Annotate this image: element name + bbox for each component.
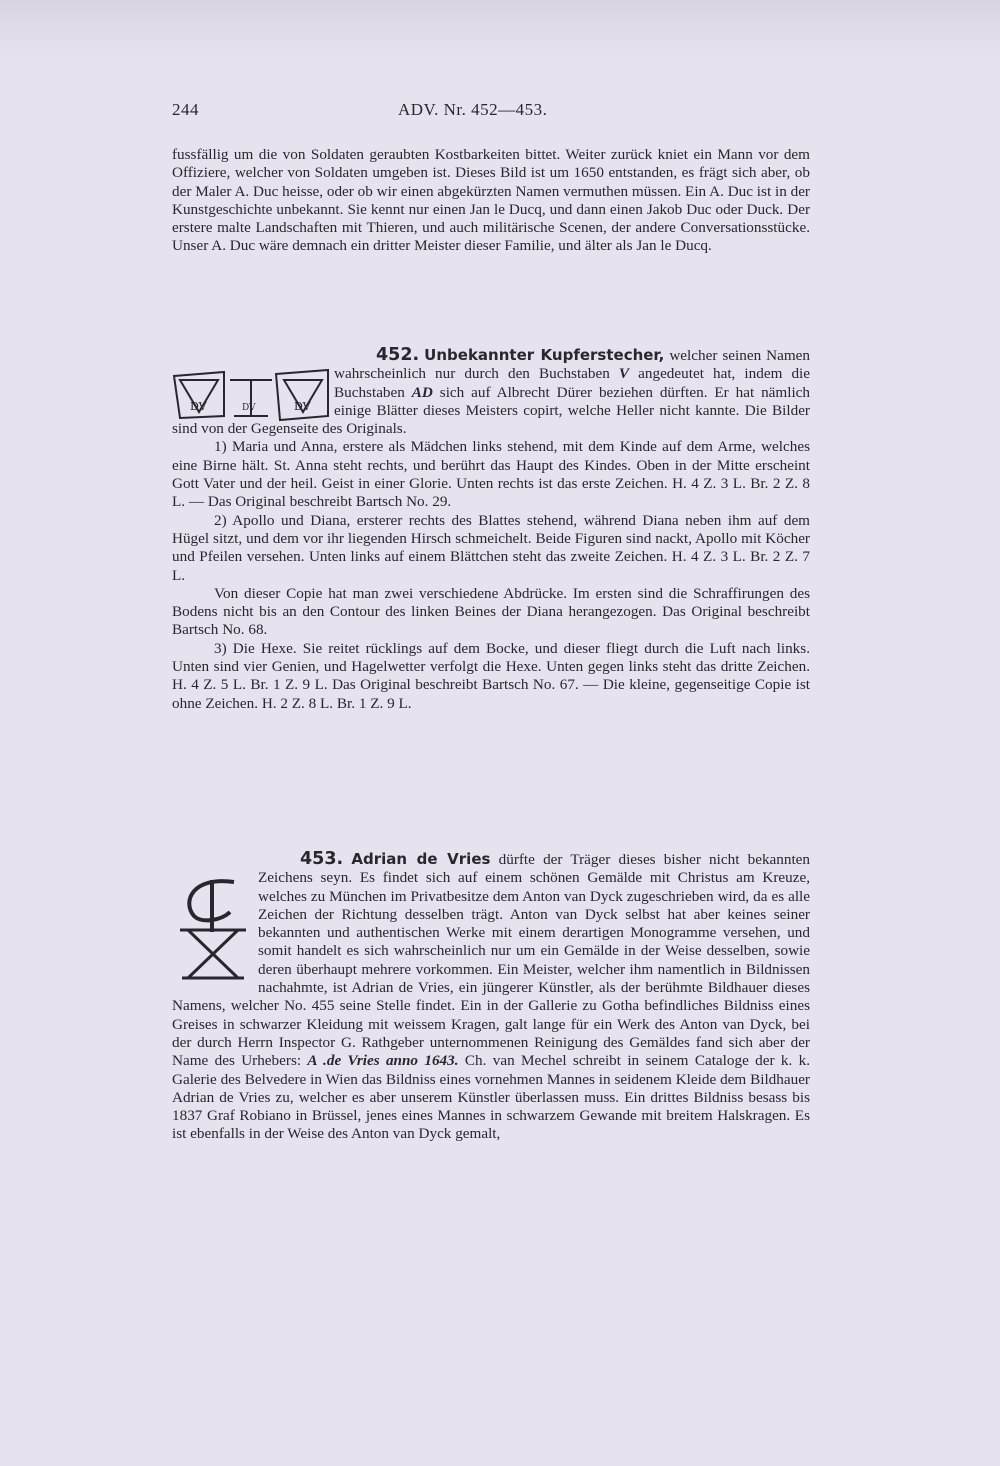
entry-452-mark-v: V <box>618 365 630 383</box>
entry-452-text-c: sich auf Albrecht Dürer beziehen dürften. Er hat nämlich einige Blätter dieses Meisters copirt, welche Heller nicht kannte. Die Bilder sind von der Gegenseite des Originals. <box>172 383 811 438</box>
intro-paragraph: fussfällig um die von Soldaten geraubten Kostbarkeiten bittet. Weiter zurück kniet ein Mann vor dem Offiziere, welcher von Soldaten umgeben ist. Dieses Bild ist um 1650 entstanden, es frägt sich aber, ob der Maler A. Duc heisse, oder ob wir einen abgekürzten Namen vermuthen müssen. Ein A. Duc ist in der Kunstgeschichte unbekannt. Sie kennt nur einen Jan le Ducq, und dann einen Jakob Duc oder Duck. Der erstere malte Landschaften mit Thieren, und auch militärische Scenen, der andere Conversationsstücke. Unser A. Duc wäre demnach ein dritter Meister dieser Familie, und älter als Jan le Ducq. <box>172 146 810 255</box>
entry-452-item-3: 3) Die Hexe. Sie reitet rücklings auf dem Bocke, und dieser fliegt durch die Luft nach links. Unten sind vier Genien, und Hagelwetter verfolgt die Hexe. Unten gegen links steht das dritte Zeichen. H. 4 Z. 5 L. Br. 1 Z. 9 L. Das Original beschreibt Bartsch No. 67. — Die kleine, gegenseitige Copie ist ohne Zeichen. H. 2 Z. 8 L. Br. 1 Z. 9 L. <box>172 639 810 712</box>
entry-453-paragraph <box>172 850 810 1144</box>
entry-453-text-b: Ch. van Mechel schreibt in seinem Cataloge der k. k. Galerie des Belvedere in Wien das Bildniss eines vornehmen Mannes in seidenem Kleide dem Bildhauer Adrian de Vries zu, welcher es aber unserem Künstler überlassen muss. Ein drittes Bildniss besass bis 1837 Graf Robiano in Brüssel, jenes eines Mannes in schwarzem Gewande mit breitem Halskragen. Es ist ebenfalls in der Weise des Anton van Dyck gemalt, <box>172 1052 811 1143</box>
entry-452-name: Unbekannter Kupferstecher, <box>424 346 665 364</box>
page-number: 244 <box>172 100 199 119</box>
monogram-label-1: DV <box>190 400 207 413</box>
entry-453-text-a: dürfte der Träger dieses bisher nicht bekannten Zeichens seyn. Es findet sich auf einem schönen Gemälde mit Christus am Kreuze, welches zu München im Privatbesitze dem Anton van Dyck zugeschrieben wird, da es alle Zeichen der Richtung desselben trägt. Anton van Dyck selbst hat aber keines seiner bekannten und authentischen Werke mit einem derartigen Monogramme versehen, und somit handelt es sich wahrscheinlich nur um ein Gemälde in der Weise desselben, sowie deren überhaupt mehrere vorkommen. Ein Meister, welcher ihm namentlich in Bildnissen nachahmte, ist Adrian de Vries, ein jüngerer Künstler, als der berühmte Bildhauer dieses Namens, welcher No. 455 seine Stelle findet. Ein in der Gallerie zu Gotha befindliches Bildniss eines Greises in schwarzer Kleidung mit weissem Kragen, galt lange für ein Werk des Anton van Dyck, bei der durch Herrn Inspector G. Rathgeber unternommenen Reinigung des Gemäldes fand sich aber der Name des Urhebers: <box>172 851 811 1070</box>
entry-453-number: 453. <box>300 849 344 869</box>
monogram-453-spacer <box>172 872 258 980</box>
entry-452-item-1: 1) Maria und Anna, erstere als Mädchen links stehend, mit dem Kinde auf dem Arme, welches eine Birne hält. St. Anna steht rechts, und berührt das Haupt des Kindes. Oben in der Mitte erscheint Gott Vater und der heil. Geist in einer Glorie. Unten rechts ist das erste Zeichen. H. 4 Z. 3 L. Br. 2 Z. 8 L. — Das Original beschreibt Bartsch No. 29. <box>172 438 810 511</box>
page-header <box>172 100 810 126</box>
entry-452-block <box>172 346 810 713</box>
monogram-label-2: DV <box>242 403 256 413</box>
entry-452-item-2-note: Von dieser Copie hat man zwei verschiedene Abdrücke. Im ersten sind die Schraffirungen des Bodens nicht bis an den Contour des linken Beines der Diana herangezogen. Das Original beschreibt Bartsch No. 68. <box>172 584 810 639</box>
entry-452-number: 452. <box>376 345 420 365</box>
entry-452-first-line <box>172 346 810 438</box>
intro-text-block <box>172 146 810 256</box>
entry-452-item-2: 2) Apollo und Diana, ersterer rechts des Blattes stehend, während Diana neben ihm auf dem Hügel sitzt, und dem vor ihr liegenden Hirsch schmeichelt. Beide Figuren sind nackt, Apollo mit Köcher und Pfeilen versehen. Unten links auf einem Blättchen steht das zweite Zeichen. H. 4 Z. 3 L. Br. 2 Z. 7 L. <box>172 511 810 584</box>
scan-edge-shading <box>0 0 1000 60</box>
entry-453-signature: A .de Vries anno 1643. <box>307 1052 459 1070</box>
monogram-label-3: DV <box>294 400 311 413</box>
entry-453-name: Adrian de Vries <box>351 850 491 868</box>
entry-453-block <box>172 850 810 1144</box>
entry-452-text-b: angedeutet hat, indem die Buchstaben <box>334 365 811 401</box>
running-head: ADV. Nr. 452—453. <box>398 100 548 119</box>
entry-452-mark-ad: AD <box>411 383 433 401</box>
entry-452-text-a: welcher seinen Namen wahrscheinlich nur durch den Buchstaben <box>334 347 810 383</box>
monogram-452-spacer <box>172 364 334 420</box>
